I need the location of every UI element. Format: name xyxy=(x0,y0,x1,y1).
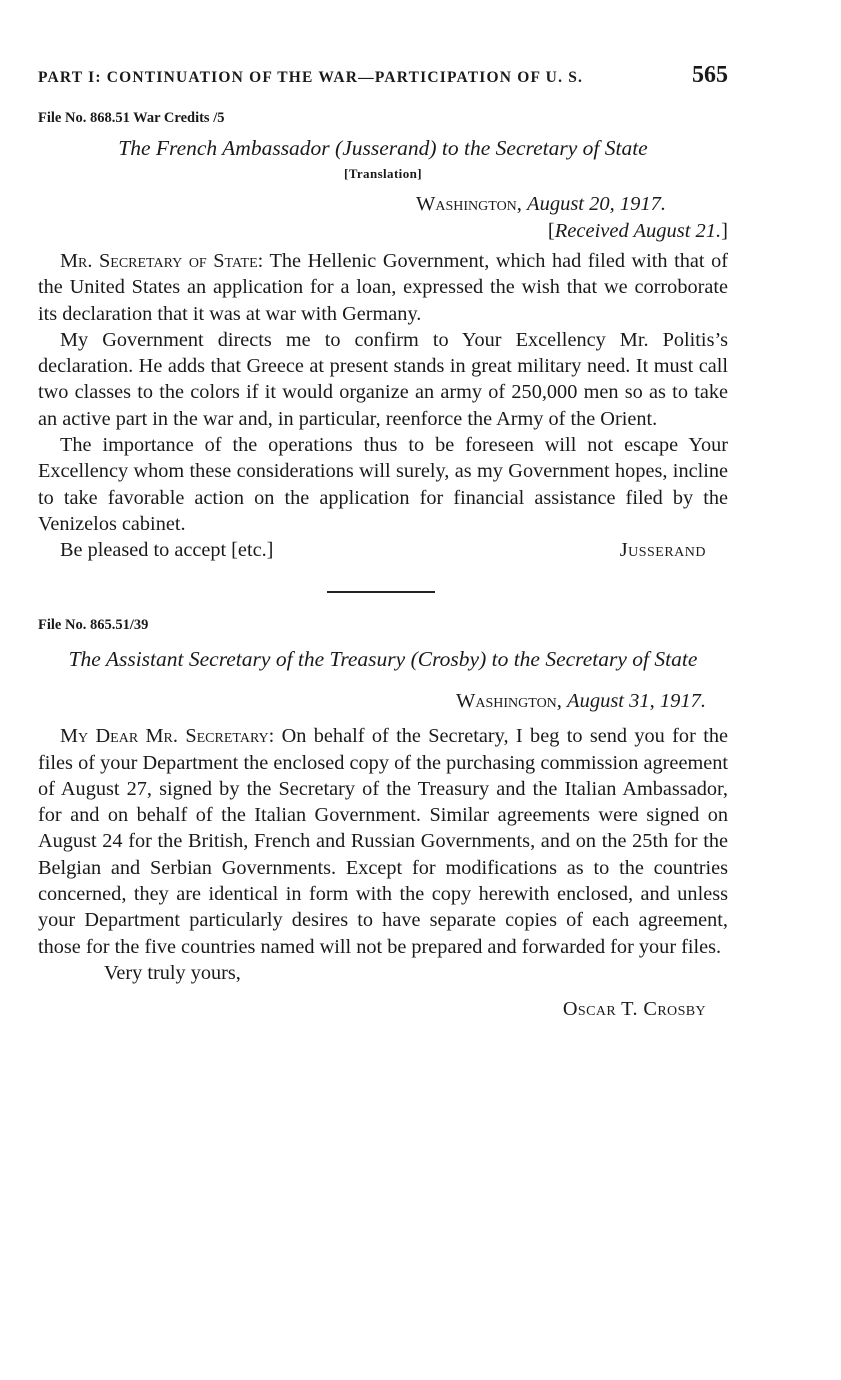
dateline-date: August 20, 1917. xyxy=(527,193,666,215)
salutation: Mr. Secretary of State: xyxy=(60,250,264,272)
dateline xyxy=(38,687,728,715)
signature: Jusserand xyxy=(619,539,706,562)
paragraph: Mr. Secretary of State: The Hellenic Government, which had filed with that of the United States an application for a loan, expressed the wish that we corroborate its declaration that it was at war with Germany. xyxy=(38,250,728,325)
letter-title: The French Ambassador (Jusserand) to the Secretary of State xyxy=(118,136,648,160)
running-head-title: PART I: CONTINUATION OF THE WAR—PARTICIPATION OF U. S. xyxy=(38,69,584,86)
dateline-date: August 31, 1917. xyxy=(567,690,706,713)
valediction: Very truly yours, xyxy=(104,961,241,984)
running-head xyxy=(38,62,728,96)
received-note: [Received August 21.] xyxy=(547,220,728,242)
dateline-place: Washington, xyxy=(456,690,562,713)
closing-row xyxy=(38,537,728,563)
translation-note: [Translation] xyxy=(344,166,422,181)
file-number: File No. 865.51/39 xyxy=(38,617,149,634)
section-divider xyxy=(327,591,435,593)
letter-jusserand xyxy=(38,110,728,563)
dateline-place: Washington, xyxy=(416,193,522,215)
letter-title: The Assistant Secretary of the Treasury (Crosby) to the Secretary of State xyxy=(68,647,698,672)
letter-body xyxy=(38,723,728,960)
signature: Oscar T. Crosby xyxy=(562,997,706,1020)
paragraph: My Government directs me to confirm to Your Excellency Mr. Politis’s declaration. He adds that Greece at present stands in great military need. It must call two classes to the colors if it would organize an army of 250,000 men so as to take an active part in the war and, in particular, reenforce the Army of the Orient. xyxy=(38,328,728,430)
paragraph: The importance of the operations thus to be foreseen will not escape Your Excellency whom these considerations will surely, as my Government hopes, incline to take favorable action on the application for financial assistance filed by the Venizelos cabinet. xyxy=(38,434,728,535)
salutation: My Dear Mr. Secretary: xyxy=(60,725,275,748)
letter-crosby xyxy=(38,617,728,1022)
page-number: 565 xyxy=(692,62,728,88)
paragraph: My Dear Mr. Secretary: On behalf of the Secretary, I beg to send you for the files of your Department the enclosed copy of the purchasing commission agreement of August 27, signed by the Secretary of the Treasury and the Italian Ambassador, for and on behalf of the Italian Government. Similar agreements were signed on August 24 for the British, French and Russian Governments, and on the 25th for the Belgian and Serbian Governments. Except for modifications as to the countries concerned, they are identical in form with the copy herewith enclosed, and unless your Department particularly desires to have separate copies of each agreement, those for the five countries named will not be prepared and forwarded for your files. xyxy=(38,725,728,958)
file-number: File No. 868.51 War Credits /5 xyxy=(38,110,225,126)
letter-body xyxy=(38,248,728,537)
document-page xyxy=(38,62,728,1022)
dateline xyxy=(38,190,728,218)
received-date: Received August 21. xyxy=(554,220,722,242)
closing: Be pleased to accept [etc.] xyxy=(60,539,274,562)
